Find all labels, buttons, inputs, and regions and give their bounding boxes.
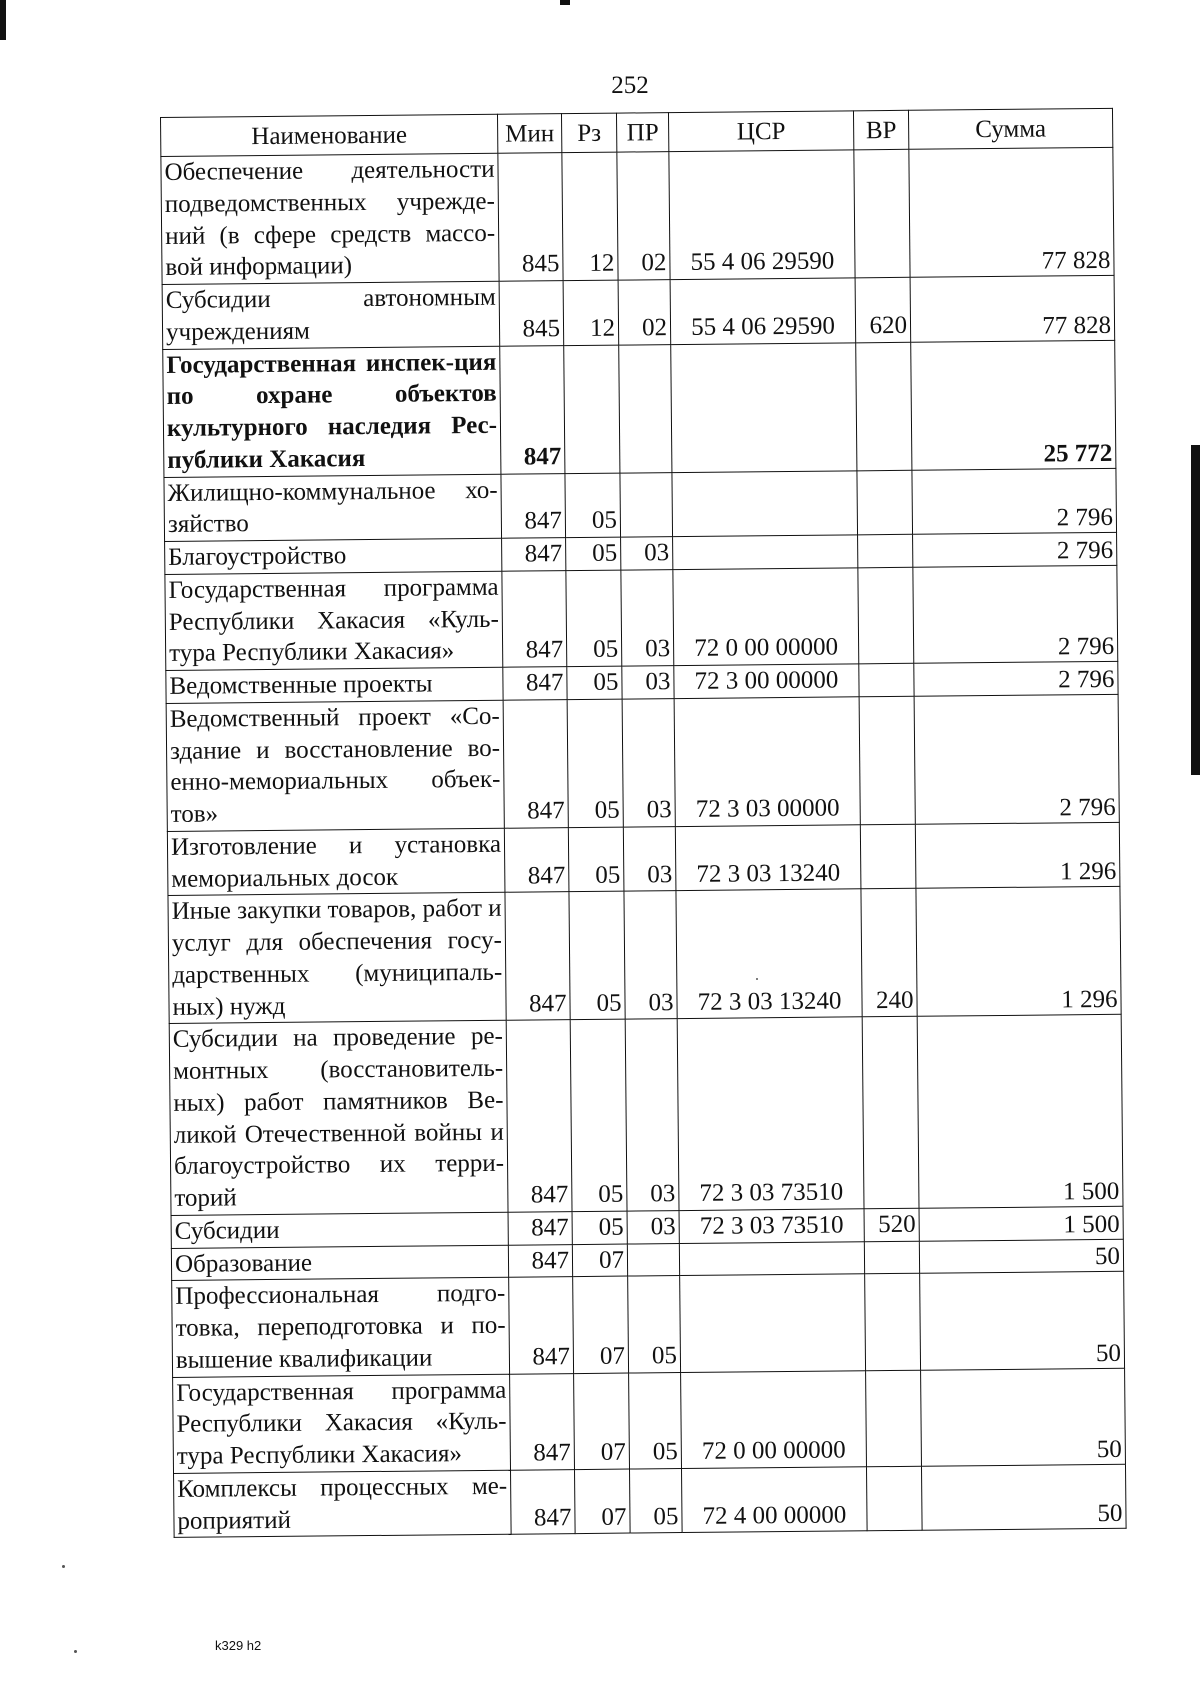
table-row	[167, 822, 1120, 896]
column-header: Сумма	[908, 108, 1112, 149]
vr-code	[865, 1274, 921, 1371]
row-sum: 77 828	[909, 147, 1114, 277]
table-row	[173, 1368, 1126, 1473]
min-code: 847	[506, 1020, 572, 1212]
row-name: Жилищно-коммунальное хо-зяйство	[164, 474, 502, 542]
column-header: Наименование	[161, 114, 498, 156]
min-code: 845	[499, 281, 564, 346]
csr-code	[671, 342, 857, 472]
min-code: 847	[505, 892, 570, 1021]
table-row	[174, 1464, 1127, 1538]
row-sum: 50	[921, 1464, 1126, 1530]
row-sum: 2 796	[912, 468, 1117, 534]
row-sum: 50	[921, 1368, 1126, 1466]
row-name: Субсидии автономным учреждениям	[162, 281, 500, 349]
csr-code: 72 3 00 00000	[674, 664, 859, 699]
row-name: Государственная программа Республики Хакасия «Куль-тура Республики Хакасия»	[165, 571, 503, 670]
csr-code	[680, 1274, 866, 1372]
pr-code: 03	[623, 826, 676, 891]
csr-code: 72 3 03 13240	[675, 825, 861, 891]
row-sum: 2 796	[914, 694, 1119, 824]
table-row	[163, 340, 1116, 477]
row-sum: 2 796	[913, 565, 1118, 663]
rz-code: 12	[563, 280, 619, 345]
row-name: Ведомственные проекты	[166, 667, 503, 703]
row-name: Государственная программа Республики Хакасия «Куль-тура Республики Хакасия»	[173, 1374, 511, 1473]
csr-code: 72 3 03 73510	[679, 1209, 864, 1244]
vr-code	[859, 696, 915, 825]
csr-code: 55 4 06 29590	[670, 278, 856, 344]
row-sum: 1 500	[919, 1206, 1123, 1241]
pr-code: 03	[621, 537, 673, 570]
row-name: Комплексы процессных ме-роприятий	[174, 1470, 512, 1538]
rz-code: 05	[567, 699, 623, 828]
page-number: 252	[611, 72, 649, 99]
csr-code: 72 3 03 00000	[674, 697, 860, 827]
row-sum: 50	[919, 1239, 1123, 1274]
row-sum: 1 296	[916, 887, 1121, 1017]
rz-code: 05	[572, 1211, 627, 1244]
vr-code	[854, 149, 910, 278]
csr-code: 55 4 06 29590	[669, 150, 855, 280]
vr-code	[856, 342, 912, 471]
scan-edge-mark	[0, 0, 6, 40]
min-code: 847	[502, 570, 567, 667]
min-code: 847	[504, 827, 569, 892]
row-sum: 2 796	[913, 532, 1117, 567]
pr-code	[619, 344, 672, 472]
table-row	[168, 887, 1121, 1024]
rz-code: 12	[562, 152, 618, 281]
csr-code: 72 3 03 73510	[677, 1017, 864, 1210]
vr-code	[864, 1241, 919, 1274]
rz-code: 07	[575, 1469, 631, 1534]
row-name: Ведомственный проект «Со-здание и восстановление во-енно-мемориальных объек-тов»	[166, 700, 504, 831]
rz-code: 05	[567, 666, 622, 699]
vr-code: 620	[855, 277, 911, 342]
pr-code	[620, 472, 673, 537]
row-name: Благоустройство	[165, 538, 502, 574]
pr-code: 05	[629, 1372, 682, 1469]
table-row	[162, 275, 1115, 349]
min-code: 847	[508, 1211, 572, 1244]
vr-code	[860, 824, 916, 889]
min-code: 845	[498, 153, 563, 282]
pr-code: 03	[622, 698, 675, 826]
table-row	[161, 147, 1114, 284]
row-name: Государственная инспек-ция по охране объектов культурного наследия Рес-публики Хакасия	[163, 346, 501, 477]
column-header: Рз	[561, 113, 616, 153]
csr-code: 72 4 00 00000	[681, 1467, 867, 1533]
rz-code: 07	[572, 1244, 627, 1277]
scan-speck	[74, 1650, 77, 1653]
table-row	[164, 468, 1117, 542]
table-row	[172, 1272, 1125, 1377]
table-row	[169, 1015, 1123, 1216]
pr-code	[627, 1243, 679, 1276]
footer-code: k329 h2	[215, 1638, 262, 1653]
csr-code	[672, 470, 858, 536]
pr-code: 05	[628, 1276, 681, 1373]
scan-speck	[62, 1565, 65, 1568]
row-sum: 77 828	[910, 275, 1115, 341]
min-code: 847	[510, 1373, 575, 1470]
csr-code	[679, 1241, 864, 1276]
table-body	[161, 147, 1126, 1537]
row-name: Изготовление и установка мемориальных досок	[167, 828, 505, 896]
rz-code: 05	[566, 570, 622, 667]
csr-code	[673, 535, 858, 570]
vr-code: 240	[861, 889, 917, 1018]
csr-code: 72 3 03 13240	[676, 889, 862, 1019]
row-sum: 1 296	[915, 822, 1120, 888]
row-name: Образование	[171, 1245, 508, 1281]
min-code: 847	[500, 345, 565, 474]
pr-code: 05	[629, 1468, 682, 1533]
pr-code: 03	[624, 891, 677, 1019]
rz-code: 07	[573, 1276, 629, 1373]
table-row	[166, 694, 1119, 831]
pr-code: 02	[617, 152, 670, 280]
min-code: 847	[503, 667, 567, 700]
min-code: 847	[511, 1469, 576, 1534]
row-sum: 2 796	[914, 661, 1118, 696]
pr-code: 03	[625, 1019, 679, 1211]
min-code: 847	[502, 538, 566, 571]
rz-code: 05	[568, 827, 624, 892]
vr-code	[857, 470, 913, 535]
min-code: 847	[503, 699, 568, 828]
csr-code: 72 0 00 00000	[681, 1370, 867, 1468]
scan-edge-mark	[1191, 445, 1200, 775]
row-name: Профессиональная подго-товка, переподготовка и по-вышение квалификации	[172, 1277, 510, 1376]
vr-code	[866, 1370, 922, 1467]
csr-code: 72 0 00 00000	[673, 568, 859, 666]
pr-code: 03	[621, 569, 674, 666]
min-code: 847	[508, 1244, 572, 1277]
scan-speck	[756, 978, 758, 980]
column-header: ВР	[853, 110, 908, 150]
min-code: 847	[501, 473, 566, 538]
rz-code: 07	[574, 1373, 630, 1470]
pr-code: 02	[618, 280, 671, 345]
budget-table	[160, 108, 1127, 1538]
pr-code: 03	[627, 1210, 679, 1243]
row-sum: 1 500	[917, 1015, 1123, 1208]
pr-code: 03	[622, 666, 674, 699]
row-name: Субсидии	[171, 1212, 508, 1248]
row-name: Обеспечение деятельности подведомственных учрежде-ний (в сфере средств массо-вой информации)	[161, 153, 499, 284]
vr-code	[859, 663, 914, 696]
vr-code	[858, 534, 913, 567]
rz-code	[564, 345, 620, 474]
row-sum: 25 772	[911, 340, 1116, 470]
table-row	[165, 565, 1118, 670]
rz-code: 05	[570, 1019, 627, 1211]
rz-code: 05	[569, 891, 625, 1020]
column-header: ЦСР	[668, 111, 853, 152]
column-header: ПР	[616, 113, 668, 152]
rz-code: 05	[566, 537, 621, 570]
row-sum: 50	[920, 1272, 1125, 1370]
vr-code	[858, 567, 914, 664]
rz-code: 05	[565, 473, 621, 538]
vr-code: 520	[864, 1208, 919, 1241]
vr-code	[862, 1017, 919, 1209]
min-code: 847	[509, 1277, 574, 1374]
row-name: Иные закупки товаров, работ и услуг для обеспечения госу-дарственных (муниципаль-ных) нужд	[168, 892, 506, 1023]
vr-code	[866, 1466, 922, 1531]
column-header: Мин	[497, 114, 561, 154]
scan-edge-mark	[560, 0, 570, 5]
row-name: Субсидии на проведение ре-монтных (восстановитель-ных) работ памятников Ве-ликой Отечественной войны и благоустройство их терри-торий	[169, 1020, 508, 1215]
